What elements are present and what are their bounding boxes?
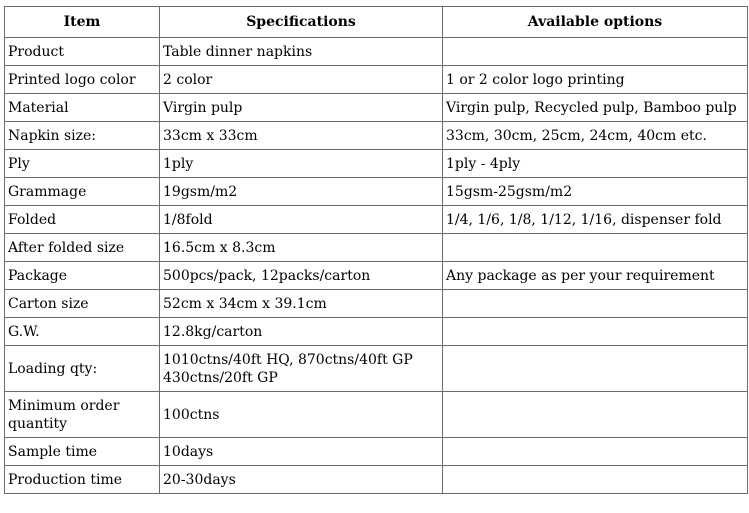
header-specifications: Specifications: [160, 7, 443, 38]
specification-line: 52cm x 34cm x 39.1cm: [163, 295, 327, 312]
item-cell: Minimum order quantity: [5, 392, 160, 438]
specification-line: 1010ctns/40ft HQ, 870ctns/40ft GP: [163, 351, 413, 368]
specification-line: 1/8fold: [163, 211, 213, 228]
table-row: [5, 290, 748, 318]
table-row: [5, 38, 748, 66]
option-cell: [443, 290, 748, 318]
option-cell: [443, 38, 748, 66]
specification-cell: [160, 94, 443, 122]
specification-cell: [160, 262, 443, 290]
item-cell: Material: [5, 94, 160, 122]
specification-cell: [160, 206, 443, 234]
specification-line: 19gsm/m2: [163, 183, 238, 200]
table-row: [5, 318, 748, 346]
item-cell: Product: [5, 38, 160, 66]
option-cell: 1/4, 1/6, 1/8, 1/12, 1/16, dispenser fold: [443, 206, 748, 234]
item-cell: After folded size: [5, 234, 160, 262]
specification-cell: [160, 122, 443, 150]
specification-line: 16.5cm x 8.3cm: [163, 239, 276, 256]
option-cell: Any package as per your requirement: [443, 262, 748, 290]
specification-cell: [160, 318, 443, 346]
specification-cell: [160, 234, 443, 262]
table-row: [5, 178, 748, 206]
table-row: [5, 346, 748, 392]
option-cell: [443, 234, 748, 262]
specification-cell: [160, 346, 443, 392]
specification-line: 12.8kg/carton: [163, 323, 263, 340]
item-cell: Package: [5, 262, 160, 290]
table-row: [5, 150, 748, 178]
item-cell: Ply: [5, 150, 160, 178]
option-cell: [443, 346, 748, 392]
specification-cell: [160, 392, 443, 438]
header-row: [5, 7, 748, 38]
table-row: [5, 206, 748, 234]
specification-cell: [160, 150, 443, 178]
item-cell: Carton size: [5, 290, 160, 318]
specification-line: 20-30days: [163, 471, 236, 488]
item-cell: Loading qty:: [5, 346, 160, 392]
table-row: [5, 438, 748, 466]
item-cell: Folded: [5, 206, 160, 234]
header-item: Item: [5, 7, 160, 38]
specification-line: 33cm x 33cm: [163, 127, 258, 144]
header-available-options: Available options: [443, 7, 748, 38]
option-cell: [443, 318, 748, 346]
specification-line: Virgin pulp: [163, 99, 243, 116]
table-row: [5, 262, 748, 290]
option-cell: Virgin pulp, Recycled pulp, Bamboo pulp: [443, 94, 748, 122]
table-row: [5, 466, 748, 494]
specification-line: Table dinner napkins: [163, 43, 313, 60]
specification-cell: [160, 466, 443, 494]
item-cell: Sample time: [5, 438, 160, 466]
table-row: [5, 66, 748, 94]
option-cell: [443, 466, 748, 494]
specification-line: 1ply: [163, 155, 194, 172]
specification-cell: [160, 38, 443, 66]
specification-line: 2 color: [163, 71, 213, 88]
option-cell: [443, 438, 748, 466]
table-body: [5, 38, 748, 494]
table-header: [5, 7, 748, 38]
item-cell: Napkin size:: [5, 122, 160, 150]
table-row: [5, 392, 748, 438]
table-row: [5, 122, 748, 150]
option-cell: 1ply - 4ply: [443, 150, 748, 178]
table-row: [5, 234, 748, 262]
specification-cell: [160, 290, 443, 318]
option-cell: [443, 392, 748, 438]
specification-cell: [160, 438, 443, 466]
item-cell: Grammage: [5, 178, 160, 206]
specification-cell: [160, 66, 443, 94]
option-cell: 33cm, 30cm, 25cm, 24cm, 40cm etc.: [443, 122, 748, 150]
specification-line: 10days: [163, 443, 214, 460]
specification-line: 430ctns/20ft GP: [163, 369, 278, 386]
item-cell: G.W.: [5, 318, 160, 346]
item-cell: Printed logo color: [5, 66, 160, 94]
specification-line: 100ctns: [163, 406, 220, 423]
table-row: [5, 94, 748, 122]
option-cell: 1 or 2 color logo printing: [443, 66, 748, 94]
specification-cell: [160, 178, 443, 206]
item-cell: Production time: [5, 466, 160, 494]
specification-line: 500pcs/pack, 12packs/carton: [163, 267, 371, 284]
specifications-table: [4, 6, 748, 494]
option-cell: 15gsm-25gsm/m2: [443, 178, 748, 206]
